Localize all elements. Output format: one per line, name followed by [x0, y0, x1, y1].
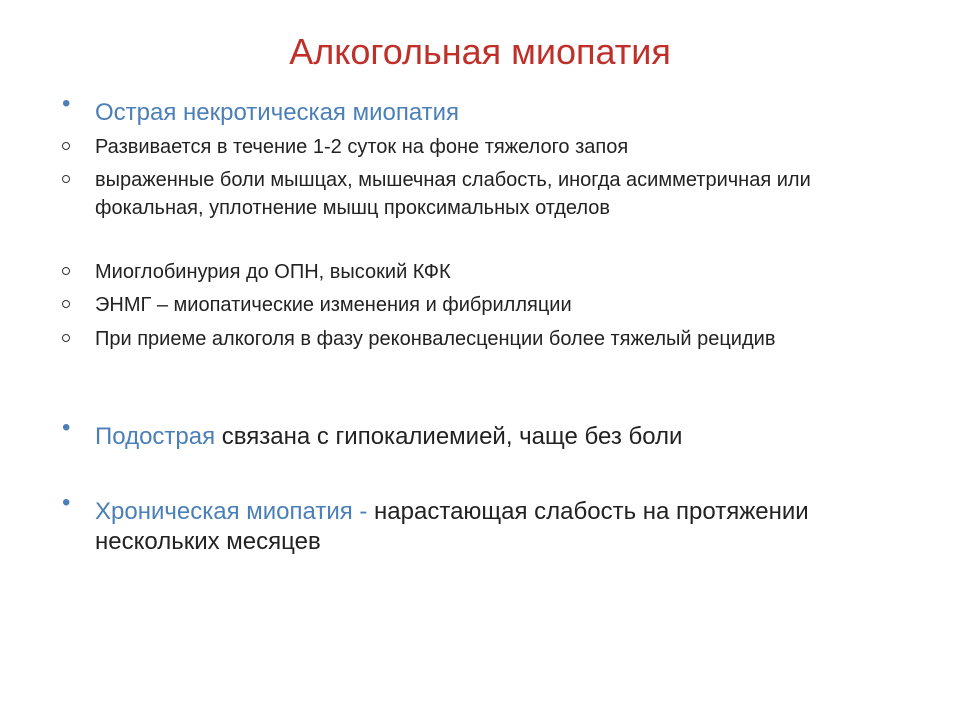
bullet-dot-icon: • [62, 489, 71, 516]
bullet-acute [62, 90, 902, 128]
chronic-heading: Хроническая миопатия - [95, 498, 375, 525]
section-subacute [62, 414, 902, 452]
section-chronic [62, 489, 902, 557]
sub-item-text: Развивается в течение 1-2 суток на фоне тяжелого запоя [95, 136, 629, 158]
circle-bullet-icon [62, 334, 70, 342]
acute-heading: Острая некротическая миопатия [95, 99, 460, 126]
sub-item-5 [62, 325, 902, 353]
subacute-heading: Подострая [95, 423, 216, 450]
circle-bullet-icon [62, 267, 70, 275]
sub-item-text: Миоглобинурия до ОПН, высокий КФК [95, 261, 451, 283]
sub-item-3 [62, 258, 902, 286]
circle-bullet-icon [62, 142, 70, 150]
sub-item-text: выраженные боли мышцах, мышечная слабость, иногда асимметричная или фокальная, уплотнение мышц проксимальных отделов [95, 169, 811, 219]
slide-title: Алкогольная миопатия [289, 31, 671, 72]
sub-item-text: При приеме алкоголя в фазу реконвалесценции более тяжелый рецидив [95, 328, 776, 350]
sub-item-2 [62, 166, 902, 222]
circle-bullet-icon [62, 300, 70, 308]
circle-bullet-icon [62, 175, 70, 183]
subacute-text: связана с гипокалиемией, чаще без боли [215, 423, 683, 450]
sub-item-text: ЭНМГ – миопатические изменения и фибрилляции [95, 294, 572, 316]
sub-item-4 [62, 291, 902, 319]
section-acute [62, 90, 902, 128]
chronic-text: нарастающая слабость на протяжении нескольких месяцев [95, 498, 809, 555]
bullet-dot-icon: • [62, 414, 71, 441]
sub-item-1 [62, 133, 902, 161]
bullet-dot-icon: • [62, 90, 71, 117]
